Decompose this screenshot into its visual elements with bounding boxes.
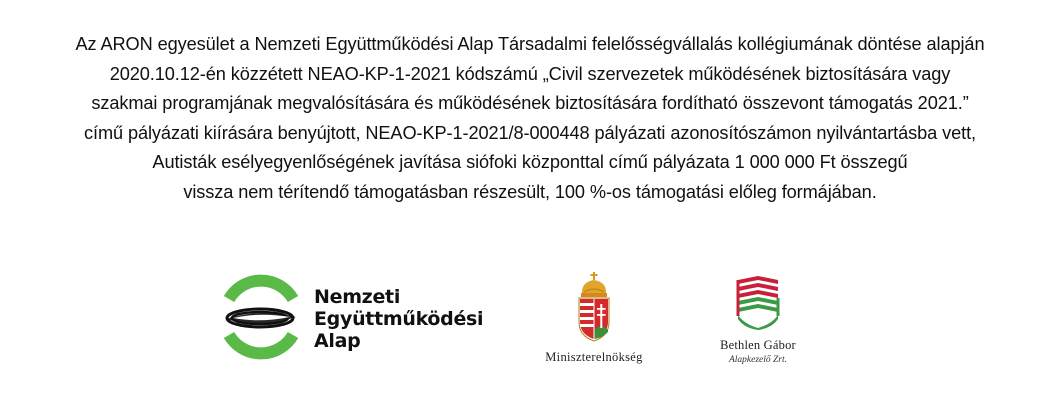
- nea-logo: [216, 272, 516, 364]
- announcement-line-5: Autisták esélyegyenlőségének javítása siófoki központtal című pályázata 1 000 000 Ft összegű: [152, 152, 908, 172]
- hungarian-coat-of-arms-icon: [574, 272, 614, 342]
- ministry-logo: [510, 270, 678, 370]
- announcement-line-1: Az ARON egyesület a Nemzeti Együttműködési Alap Társadalmi felelősségvállalás kollégiumának döntése alapján: [75, 34, 985, 54]
- bethlen-gabor-subtitle: Alapkezelő Zrt.: [728, 355, 788, 365]
- announcement-line-3: szakmai programjának megvalósítására és működésének biztosítására fordítható összevont támogatás 2021.”: [91, 93, 969, 113]
- announcement-line-4: című pályázati kiírására benyújtott, NEAO-KP-1-2021/8-000448 pályázati azonosítószámon nyilvántartásba vett,: [84, 122, 976, 143]
- bethlen-gabor-name: Bethlen Gábor: [720, 338, 796, 352]
- nea-name: [314, 286, 483, 352]
- nea-name-line-3: Alap: [314, 330, 361, 352]
- ministry-name: Miniszterelnökség: [545, 350, 643, 364]
- nea-name-line-2: Együttműködési: [314, 308, 484, 330]
- announcement-line-6: vissza nem térítendő támogatásban részesült, 100 %-os támogatási előleg formájában.: [183, 181, 877, 202]
- bethlen-gabor-shield-icon: [734, 274, 782, 330]
- announcement-line-2: 2020.10.12-én közzétett NEAO-KP-1-2021 kódszámú „Civil szervezetek működésének biztosítására vagy: [109, 63, 951, 84]
- nea-name-line-1: Nemzeti: [314, 286, 401, 308]
- announcement-text: [0, 30, 1060, 207]
- nea-circle-logo-icon: [216, 272, 306, 362]
- bethlen-gabor-logo: [700, 272, 816, 372]
